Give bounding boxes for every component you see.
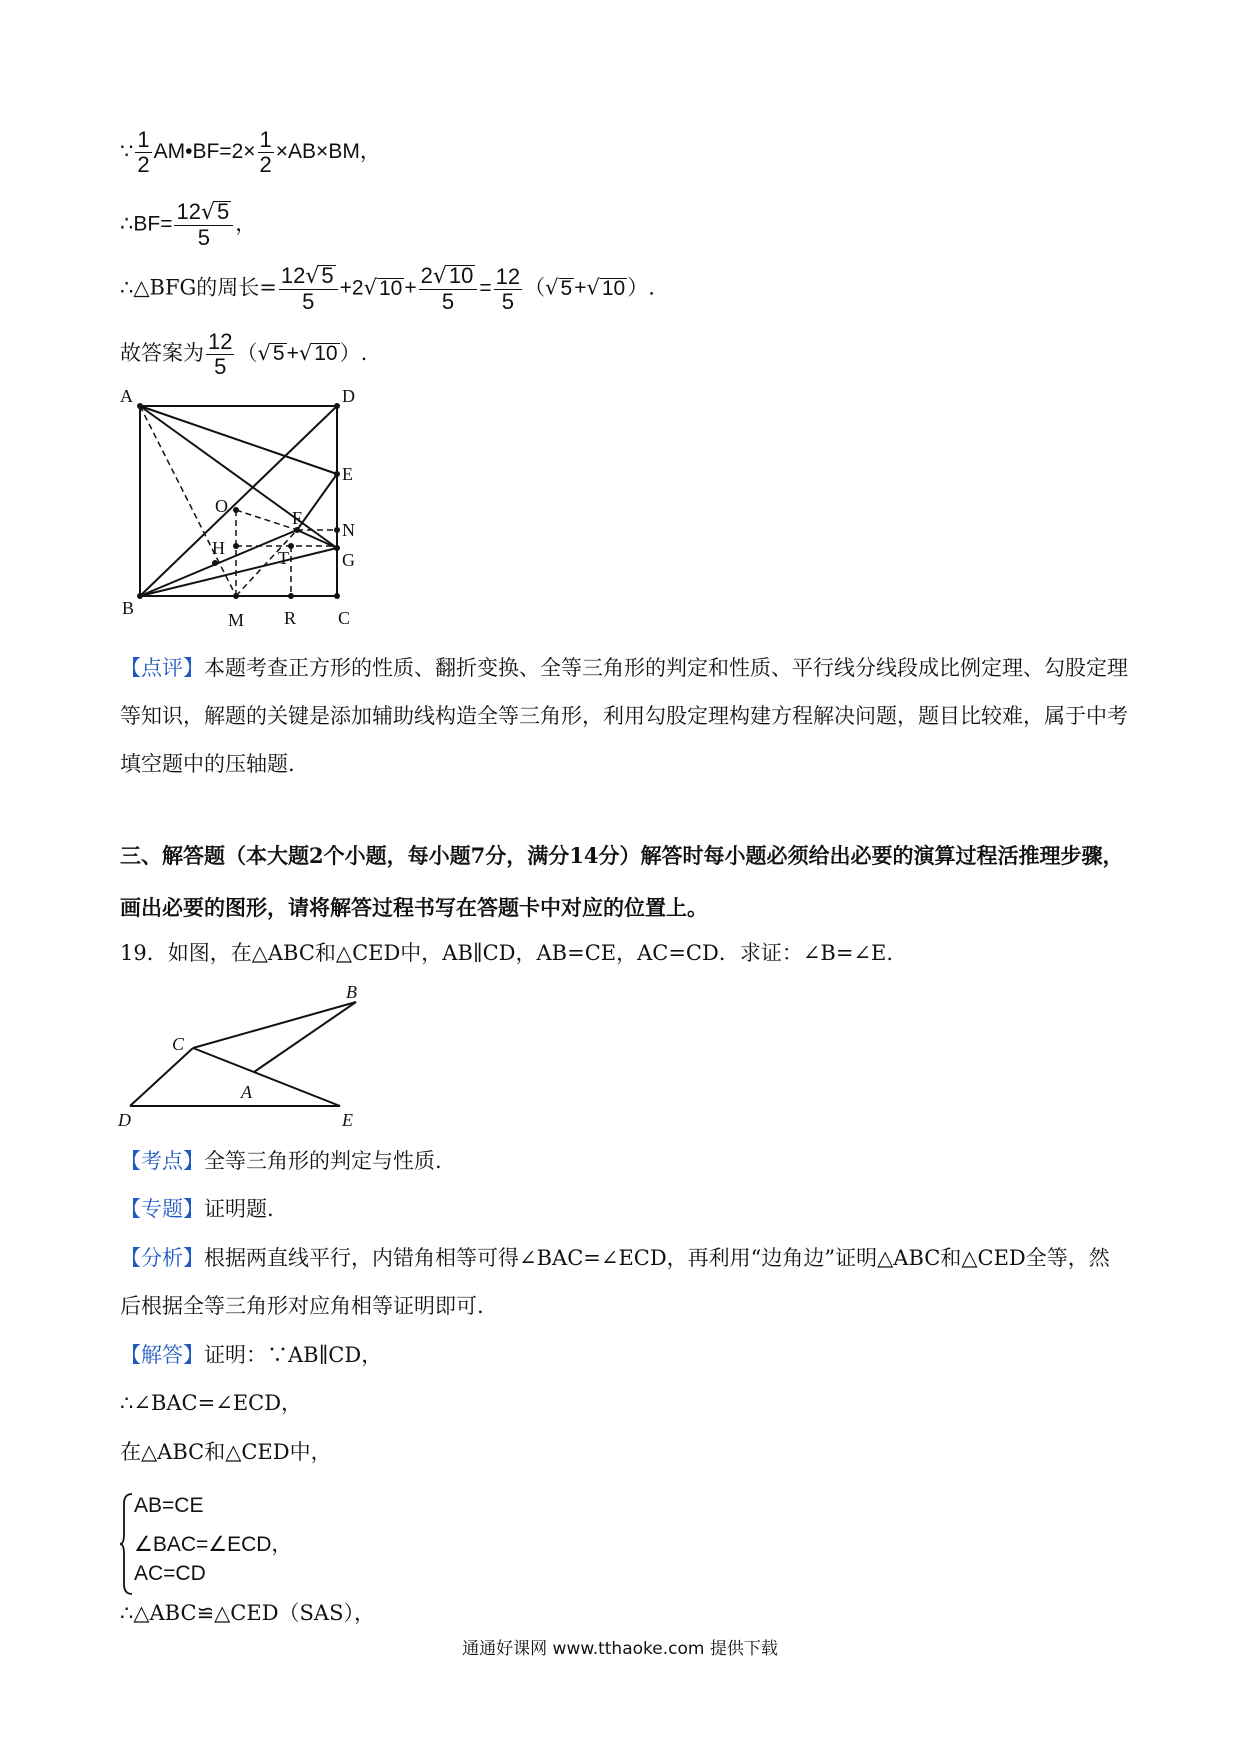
system-row-3: AC=CD bbox=[134, 1562, 206, 1585]
equation-line-3: ∴△BFG的周长= $\frac{12√5}{5}$ +2√10+ $\frac{2√10}{5}$ = $\frac{12}{5}$ （√5+√10）. bbox=[120, 263, 655, 314]
label-g: G bbox=[342, 550, 355, 570]
fraction: $\frac{1}{2}$ bbox=[137, 127, 150, 177]
label-f: F bbox=[292, 508, 303, 528]
label-c: C bbox=[338, 608, 351, 628]
label-h: H bbox=[212, 538, 225, 558]
system-row-2: ∠BAC=∠ECD， bbox=[134, 1533, 293, 1556]
label-d: D bbox=[118, 1110, 131, 1130]
because-symbol: ∵ bbox=[120, 139, 134, 163]
proof-step-2: 在△ABC和△CED中， bbox=[120, 1440, 332, 1464]
jieda-line: 【解答】证明：∵AB∥CD， bbox=[120, 1343, 383, 1367]
label-r: R bbox=[284, 608, 297, 628]
section-heading: 三、解答题（本大题2个小题，每小题7分，满分14分）解答时每小题必须给出必要的演算过程活推理步骤，画出必要的图形，请将解答过程书写在答题卡中对应的位置上。 bbox=[120, 843, 1124, 920]
proof-step-1: ∴∠BAC=∠ECD， bbox=[120, 1391, 303, 1415]
label-b: B bbox=[122, 598, 135, 618]
fraction: $\frac{12}{5}$ bbox=[495, 263, 521, 314]
equation-line-2: ∴BF= $\frac{12√5}{5}$ ， bbox=[120, 199, 257, 250]
label-b: B bbox=[346, 982, 357, 1002]
answer-line: 故答案为 $\frac{12}{5}$ （√5+√10）. bbox=[120, 329, 368, 379]
kaodian-line: 【考点】全等三角形的判定与性质. bbox=[120, 1149, 442, 1173]
label-c: C bbox=[172, 1034, 185, 1054]
square-figure bbox=[116, 380, 376, 640]
fenxi-paragraph: 【分析】根据两直线平行，内错角相等可得∠BAC=∠ECD，再利用“边角边”证明△ABC和△CED全等，然后根据全等三角形对应角相等证明即可. bbox=[120, 1246, 1110, 1318]
label-t: T bbox=[278, 548, 289, 568]
fraction: $\frac{12√5}{5}$ bbox=[279, 264, 338, 314]
fraction: $\frac{2√10}{5}$ bbox=[419, 264, 478, 314]
zhuanti-line: 【专题】证明题. bbox=[120, 1197, 274, 1221]
label-a: A bbox=[120, 386, 133, 406]
fraction: $\frac{12√5}{5}$ bbox=[174, 200, 233, 250]
label-a: A bbox=[241, 1082, 252, 1102]
comment-tag: 【点评】 bbox=[120, 656, 204, 680]
fraction: $\frac{1}{2}$ bbox=[259, 127, 272, 177]
comment-paragraph: 【点评】本题考查正方形的性质、翻折变换、全等三角形的判定和性质、平行线分线段成比例定理、勾股定理等知识，解题的关键是添加辅助线构造全等三角形，利用勾股定理构建方程解决问题，题目比较难，属于中考填空题中的压轴题. bbox=[120, 656, 1128, 776]
left-brace bbox=[120, 1492, 134, 1596]
problem-19-statement: 19．如图，在△ABC和△CED中，AB∥CD，AB=CE，AC=CD．求证：∠B=∠E. bbox=[120, 941, 894, 965]
label-d: D bbox=[342, 386, 355, 406]
triangle-figure bbox=[116, 980, 376, 1130]
system-row-1: AB=CE bbox=[134, 1494, 204, 1517]
equation-line-1: ∵ $\frac{1}{2}$ AM•BF=2× $\frac{1}{2}$ ×AB×BM， bbox=[120, 127, 381, 177]
label-e: E bbox=[342, 1110, 353, 1130]
label-e: E bbox=[342, 464, 353, 484]
proof-step-3: ∴△ABC≌△CED（SAS）， bbox=[120, 1601, 375, 1625]
fraction: $\frac{12}{5}$ bbox=[208, 329, 233, 379]
label-o: O bbox=[215, 496, 228, 516]
page-footer: 通通好课网 www.tthaoke.com 提供下载 bbox=[462, 1639, 778, 1659]
label-m: M bbox=[228, 610, 245, 630]
label-n: N bbox=[342, 520, 355, 540]
